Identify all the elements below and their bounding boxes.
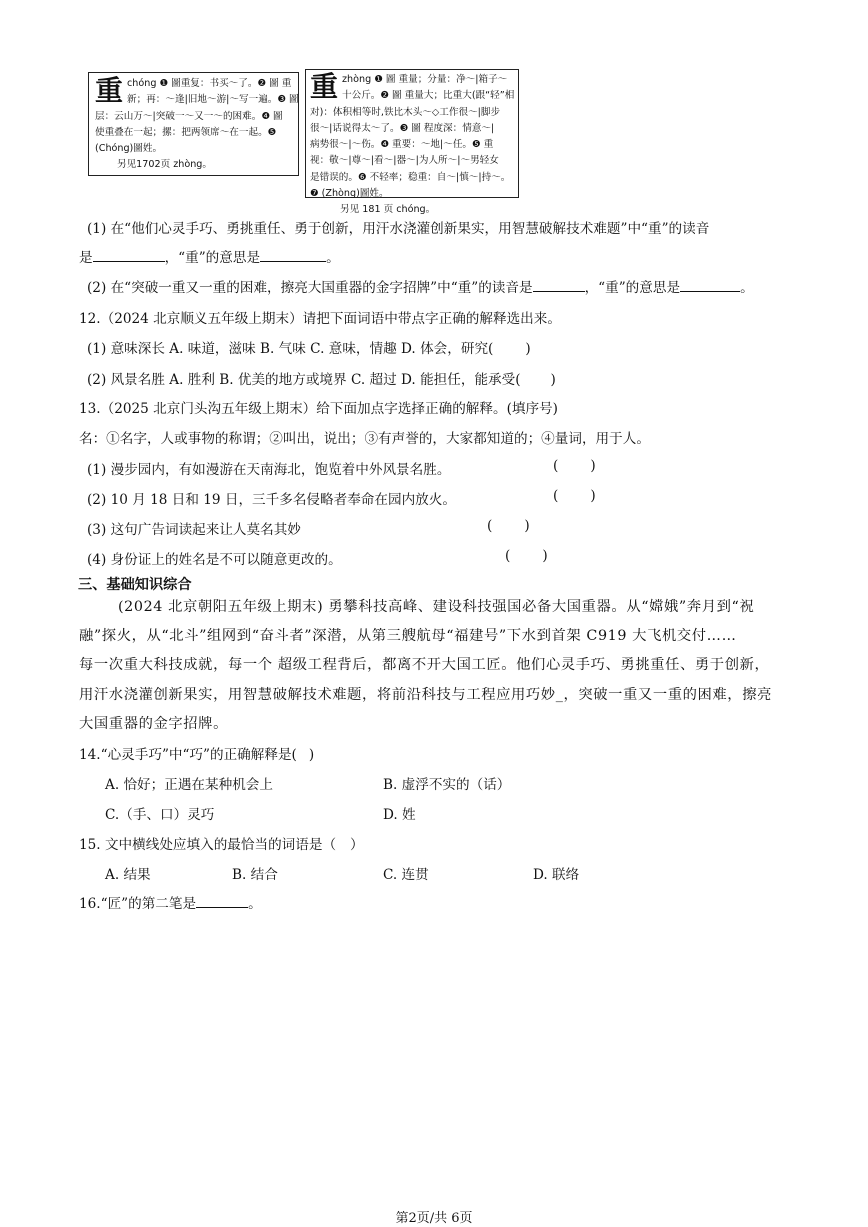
passage-line: 融”探火，从“北斗”组网到“奋斗者”深潜，从第三艘航母“福建号”下水到首架 C919 大飞机交付…… [79,628,737,644]
q13-definitions: 名：①名字，人或事物的称谓；②叫出，说出；③有声誉的，大家都知道的；④量词，用于人。 [79,431,650,447]
answer-blank[interactable] [533,279,585,292]
q11-part1-text: (1) 在“他们心灵手巧、勇挑重任、勇于创新，用汗水浇灌创新果实，用智慧破解技术难题”中“重”的读音 [87,221,710,237]
dict-line: 新；再：～逢|旧地～游|～写一遍。❸ 圖 [127,94,299,106]
dict-line: 对)：体积相等时,铁比木头～◇工作很～|脚步 [310,106,501,118]
q11-part1 [87,217,709,237]
dict-line: 另见1702页 zhòng。 [117,159,212,171]
dict-line: 层：云山万～|突破一～又一～的困难。❹ 圖 [95,110,283,122]
q11-text: 是 [79,250,93,266]
section-title: 三、基础知识综合 [78,577,192,593]
q11-part1-answer-line [79,246,340,266]
q12-heading: 12.（2024 北京顺义五年级上期末）请把下面词语中带点字正确的解释选出来。 [79,311,561,327]
paren-left: ( [553,488,559,504]
passage-line: 大国重器的金字招牌。 [79,716,228,732]
q14-option-a[interactable]: A. 恰好；正遇在某种机会上 [105,777,273,793]
dict-line: (Chóng)圖姓。 [95,143,163,155]
q12-text: (1) 意味深长 A. 味道，滋味 B. 气味 C. 意味，情趣 D. 体会，研究( [87,341,494,357]
dict-line: 十公斤。❷ 圖 重量大；比重大(跟“轻”相 [342,90,515,102]
dict-character: 重 [95,74,124,107]
q14-option-d[interactable]: D. 姓 [383,807,416,823]
q11-text: (2) 在“突破一重又一重的困难，擦亮大国重器的金字招牌”中“重”的读音是 [87,280,533,296]
answer-blank[interactable] [196,895,248,908]
page-number: 第2页/共 6页 [395,1211,473,1226]
dict-line: 是错误的。❻ 不轻率；稳重：自～|慎～|持～。 [310,171,511,183]
q12-text: ) [550,372,556,388]
paren-left: ( [505,548,511,564]
answer-blank[interactable] [680,279,740,292]
dict-line: 另见 181 页 chóng。 [340,204,436,216]
paren-right: ) [542,548,548,564]
paren-right: ) [590,488,596,504]
q16-text: 。 [248,896,262,912]
q12-item-1 [87,337,531,357]
q11-text: 。 [326,250,340,266]
paren-right: ) [590,458,596,474]
dict-line: 使重叠在一起；摞：把两领席～在一起。❺ [95,126,277,138]
passage-line: (2024 北京朝阳五年级上期末) 勇攀科技高峰、建设科技强国必备大国重器。从“嫦娥”奔月到“祝 [118,599,755,615]
passage-line: 用汗水浇灌创新果实，用智慧破解技术难题，将前沿科技与工程应用巧妙_，突破一重又一重的困难，擦亮 [79,687,772,703]
q14-option-b[interactable]: B. 虚浮不实的（话） [383,777,511,793]
q13-item-4 [87,548,342,568]
q14-text: 14.“心灵手巧”中“巧”的正确解释是( [79,747,297,763]
q13-item-2 [87,488,456,508]
dict-line: zhòng ❶ 圖 重量；分量：净～|箱子～ [342,74,508,85]
dict-line: 很～|话说得太～了。❸ 圖 程度深：情意～| [310,122,495,134]
q13-text: (4) 身份证上的姓名是不可以随意更改的。 [87,552,342,568]
dict-character: 重 [310,70,339,103]
q15-option-d[interactable]: D. 联络 [533,867,580,883]
q13-item-1 [87,458,450,478]
passage-line: 每一次重大科技成就，每一个 超级工程背后，都离不开大国工匠。他们心灵手巧、勇挑重任、勇于创新， [79,657,770,673]
q14-stem [79,743,314,763]
q13-text: (2) 10 月 18 日和 19 日，三千多名侵略者奉命在园内放火。 [87,492,456,508]
q11-part2 [87,276,754,296]
dict-line: ❼ (Zhòng)圖姓。 [310,188,389,200]
q15-text: ） [350,837,364,853]
answer-blank[interactable] [93,249,165,262]
q15-option-c[interactable]: C. 连贯 [383,867,429,883]
dict-line: 视：敬～|尊～|看～|器～|为人所～|～男轻女 [310,155,499,167]
q15-stem [79,833,364,853]
dictionary-entry-zhong [305,69,519,216]
dict-line: chóng ❶ 圖重复：书买～了。❷ 圖 重 [127,78,292,89]
answer-slot[interactable] [487,518,530,534]
q15-option-b[interactable]: B. 结合 [232,867,278,883]
answer-blank[interactable] [260,249,326,262]
q15-text: 15. 文中横线处应填入的最恰当的词语是（ [79,837,337,853]
q16-text: 16.“匠”的第二笔是 [79,896,197,912]
q16-stem [79,892,262,912]
q12-text: ) [525,341,531,357]
answer-slot[interactable] [505,548,548,564]
answer-slot[interactable] [553,488,596,504]
q14-text: ) [308,747,315,763]
q15-option-a[interactable]: A. 结果 [105,867,151,883]
q13-item-3 [87,518,301,538]
q11-text: 。 [740,280,754,296]
q14-option-c[interactable]: C.（手、口）灵巧 [105,807,215,823]
dict-line: 病势很～|～伤。❹ 重要：～地|～任。❺ 重 [310,139,494,151]
answer-slot[interactable] [553,458,596,474]
q11-text: ，“重”的意思是 [584,280,681,296]
q13-text: (1) 漫步园内，有如漫游在天南海北，饱览着中外风景名胜。 [87,462,451,478]
paren-right: ) [524,518,530,534]
dictionary-entry-chong [88,72,299,176]
q12-item-2 [87,368,556,388]
paren-left: ( [553,458,559,474]
paren-left: ( [487,518,493,534]
q12-text: (2) 风景名胜 A. 胜利 B. 优美的地方或境界 C. 超过 D. 能担任，能承受( [87,372,521,388]
q13-heading: 13.（2025 北京门头沟五年级上期末）给下面加点字选择正确的解释。(填序号) [79,401,558,417]
q11-text: ，“重”的意思是 [164,250,261,266]
q13-text: (3) 这句广告词读起来让人莫名其妙 [87,522,301,538]
